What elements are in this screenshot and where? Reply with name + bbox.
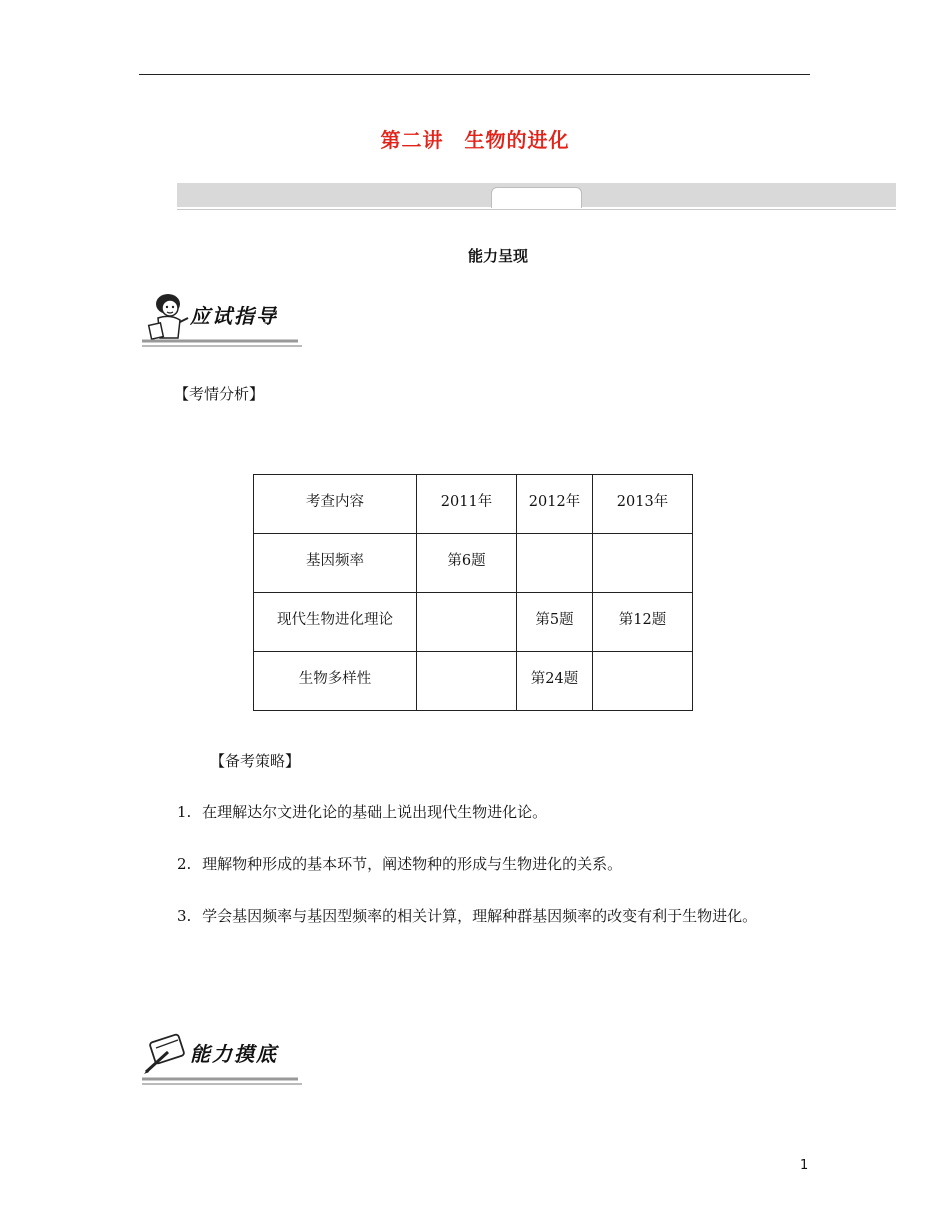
page-title: 第二讲 生物的进化 <box>380 128 570 152</box>
table-cell: 第5题 <box>517 593 593 652</box>
header-rule <box>139 74 810 75</box>
banner-ability <box>138 1026 308 1086</box>
banner-ability-label: 能力摸底 <box>190 1042 278 1066</box>
table-cell <box>517 534 593 593</box>
table-cell: 生物多样性 <box>254 652 417 711</box>
section-band-divider <box>177 209 896 210</box>
table-cell <box>593 652 693 711</box>
strategy-item <box>177 801 547 822</box>
strategy-item <box>177 853 622 874</box>
page-number: 1 <box>800 1158 809 1173</box>
table-row <box>254 534 693 593</box>
banner-guide <box>138 288 308 348</box>
table-header-cell: 2011年 <box>417 475 517 534</box>
table-cell: 第12题 <box>593 593 693 652</box>
table-row <box>254 593 693 652</box>
table-header-row <box>254 475 693 534</box>
strategy-item-number: 3. <box>177 907 192 925</box>
strategy-item-number: 1. <box>177 803 192 821</box>
table-cell: 第24题 <box>517 652 593 711</box>
analysis-heading: 【考情分析】 <box>174 385 265 403</box>
strategy-item-text: 理解物种形成的基本环节，阐述物种的形成与生物进化的关系。 <box>202 855 623 873</box>
table-cell: 现代生物进化理论 <box>254 593 417 652</box>
section-band-tab <box>491 187 582 208</box>
strategy-heading: 【备考策略】 <box>210 752 301 770</box>
table-header-cell: 2012年 <box>517 475 593 534</box>
strategy-item-text: 在理解达尔文进化论的基础上说出现代生物进化论。 <box>202 803 548 821</box>
table-cell: 第6题 <box>417 534 517 593</box>
table-header-cell: 2013年 <box>593 475 693 534</box>
table-cell <box>593 534 693 593</box>
table-cell: 基因频率 <box>254 534 417 593</box>
exam-analysis-table <box>253 474 693 711</box>
strategy-item-text: 学会基因频率与基因型频率的相关计算，理解种群基因频率的改变有利于生物进化。 <box>202 907 758 925</box>
banner-guide-label: 应试指导 <box>190 304 278 328</box>
table-header-cell: 考查内容 <box>254 475 417 534</box>
section-subtitle: 能力呈现 <box>467 247 528 265</box>
table-cell <box>417 652 517 711</box>
table-cell <box>417 593 517 652</box>
strategy-item-number: 2. <box>177 855 192 873</box>
strategy-item <box>177 905 757 926</box>
table-row <box>254 652 693 711</box>
